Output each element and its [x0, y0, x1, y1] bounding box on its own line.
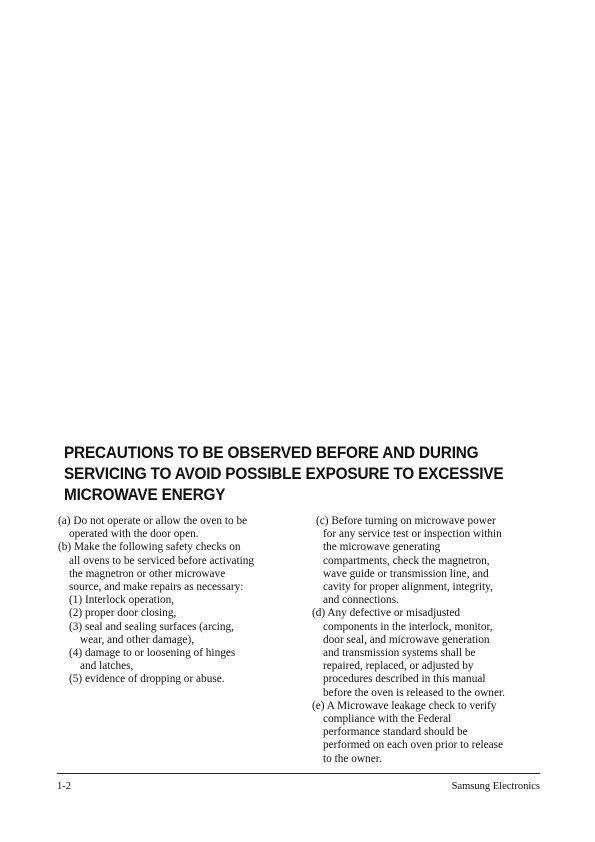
text-line: (b) Make the following safety checks on — [58, 541, 241, 554]
text-line: repaired, replaced, or adjusted by — [323, 660, 474, 673]
heading-line: PRECAUTIONS TO BE OBSERVED BEFORE AND DURING — [64, 444, 479, 462]
text-line: (2) proper door closing, — [69, 607, 177, 620]
text-line: (d) Any defective or misadjusted — [312, 607, 461, 620]
text-line: (a) Do not operate or allow the oven to be — [58, 515, 248, 527]
text-line: (3) seal and sealing surfaces (arcing, — [69, 620, 234, 633]
text-line: procedures described in this manual — [323, 673, 486, 686]
text-line: (4) damage to or loosening of hinges — [69, 647, 236, 660]
text-line: performed on each oven prior to release — [323, 739, 504, 752]
heading-line: MICROWAVE ENERGY — [64, 486, 226, 504]
text-line: all ovens to be serviced before activating — [69, 554, 255, 567]
text-line: and latches, — [80, 660, 134, 673]
text-line: before the oven is released to the owner. — [323, 686, 505, 699]
page-heading — [64, 443, 520, 506]
text-line: and transmission systems shall be — [323, 647, 476, 660]
text-line: to the owner. — [323, 752, 382, 765]
footer-divider — [57, 773, 540, 774]
text-line: operated with the door open. — [69, 528, 199, 541]
heading-line: SERVICING TO AVOID POSSIBLE EXPOSURE TO EXCESSIVE — [64, 465, 504, 483]
publisher-name: Samsung Electronics — [451, 781, 540, 792]
right-column — [312, 515, 552, 766]
text-line: performance standard should be — [323, 726, 468, 739]
text-line: compliance with the Federal — [323, 713, 452, 726]
text-line: components in the interlock, monitor, — [323, 620, 493, 633]
text-line: the magnetron or other microwave — [69, 567, 226, 580]
text-line: source, and make repairs as necessary: — [69, 581, 244, 594]
text-line: wave guide or transmission line, and — [323, 567, 489, 580]
text-line: (e) A Microwave leakage check to verify — [312, 699, 497, 712]
text-line: the microwave generating — [323, 541, 441, 554]
text-line: cavity for proper alignment, integrity, — [323, 581, 493, 594]
text-line: (1) Interlock operation, — [69, 594, 175, 607]
left-column — [58, 515, 303, 687]
text-line: (5) evidence of dropping or abuse. — [69, 673, 225, 686]
text-line: door seal, and microwave generation — [323, 633, 490, 646]
text-line: wear, and other damage), — [80, 633, 195, 646]
text-line: and connections. — [323, 594, 399, 607]
page-number: 1-2 — [57, 781, 71, 792]
text-line: for any service test or inspection within — [323, 528, 502, 541]
text-line: compartments, check the magnetron, — [323, 554, 490, 567]
text-line: (c) Before turning on microwave power — [316, 515, 496, 527]
